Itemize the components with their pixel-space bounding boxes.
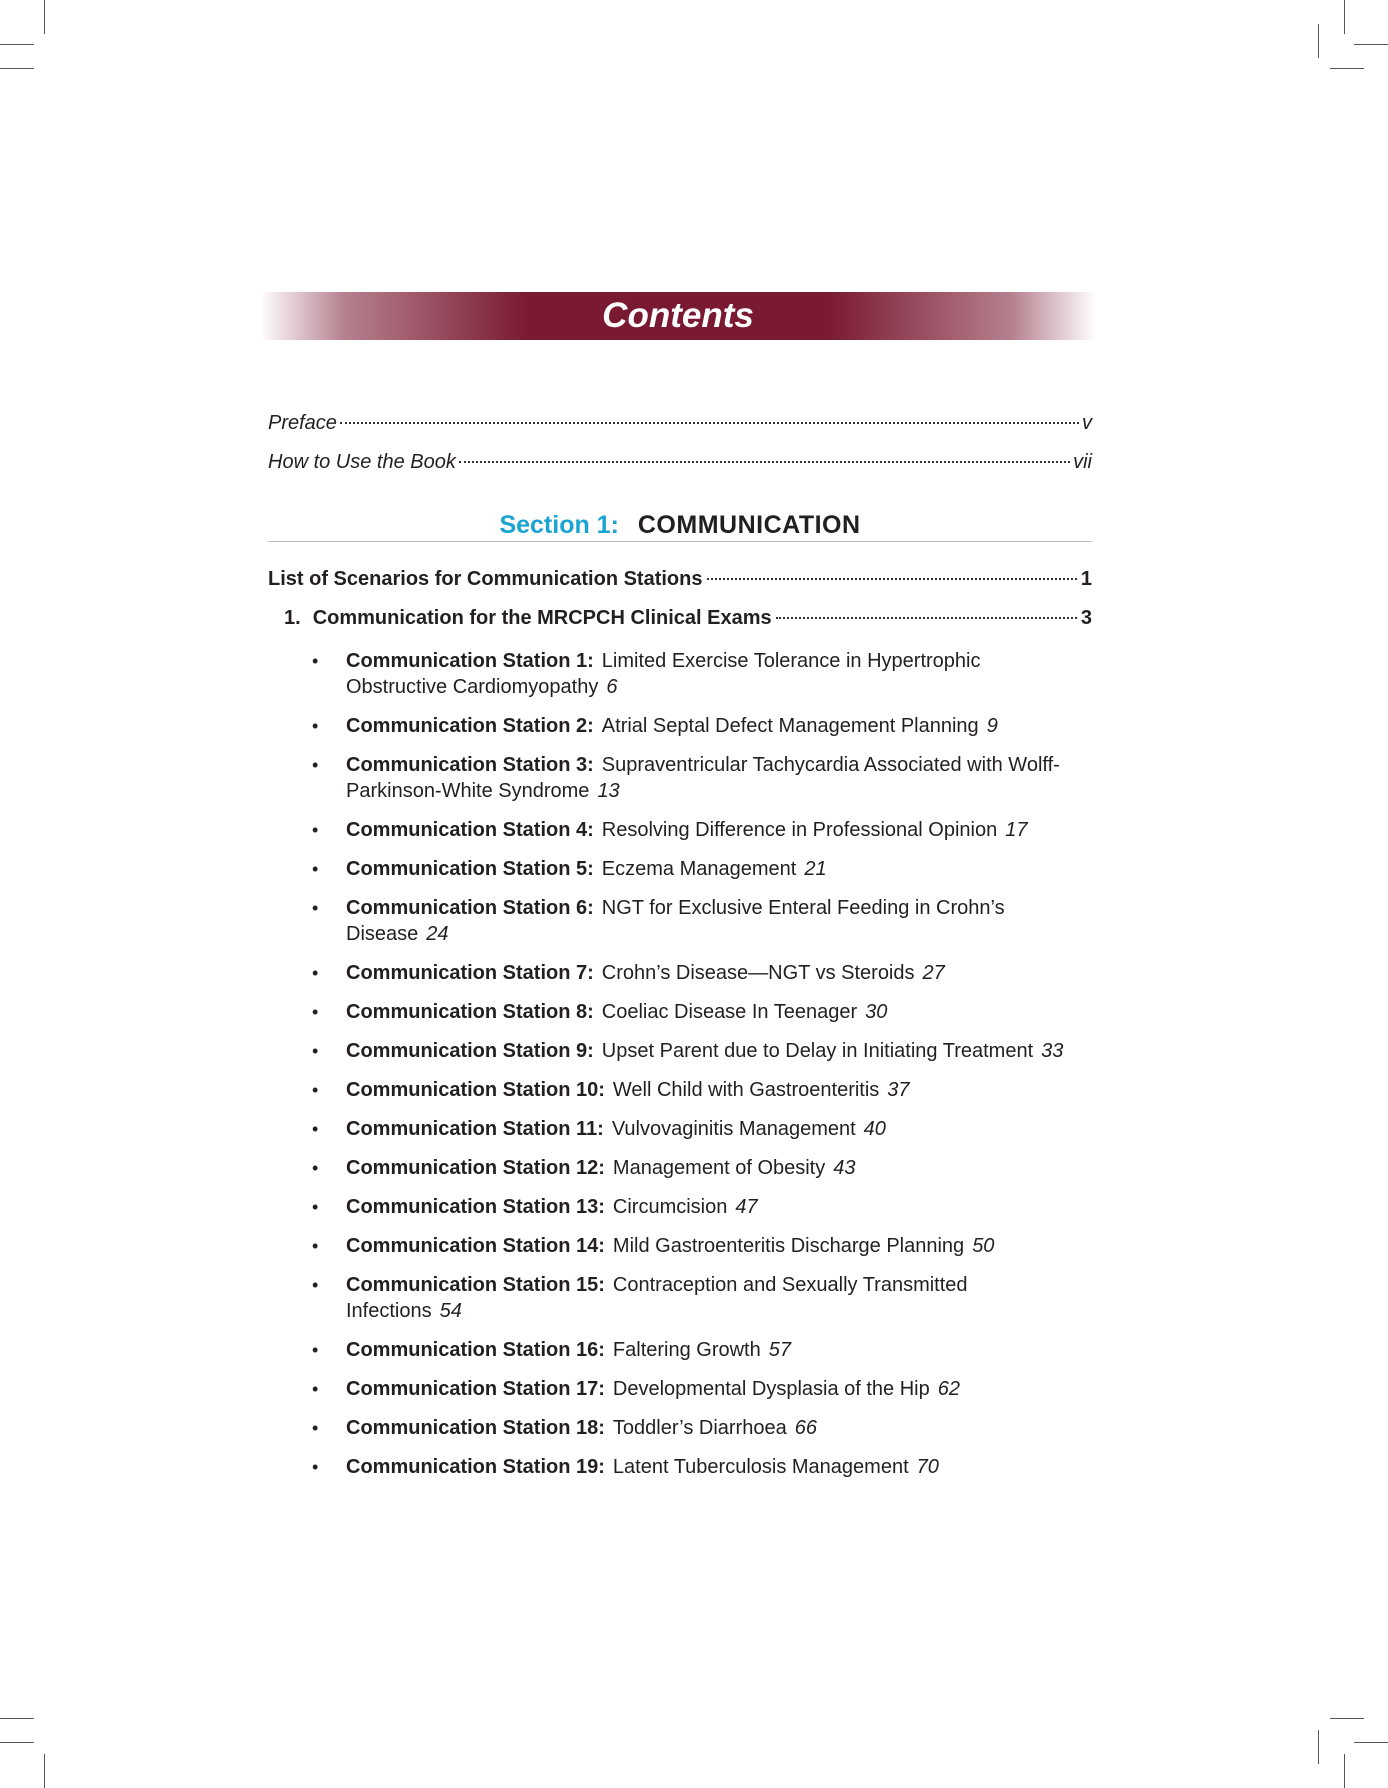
dot-leader — [459, 461, 1070, 463]
station-title: Eczema Management — [601, 858, 797, 880]
list-item[interactable] — [312, 648, 1086, 700]
bullet-icon: • — [312, 1236, 319, 1256]
crop-mark — [0, 68, 34, 69]
list-item[interactable] — [312, 1337, 1086, 1363]
crop-mark — [1318, 24, 1319, 58]
station-label: Communication Station 3: — [346, 754, 594, 776]
station-label: Communication Station 15: — [346, 1274, 605, 1296]
station-label: Communication Station 16: — [346, 1339, 605, 1361]
station-label: Communication Station 18: — [346, 1417, 605, 1439]
bullet-icon: • — [312, 651, 319, 671]
list-item[interactable] — [312, 895, 1086, 947]
crop-mark — [1354, 1742, 1388, 1743]
list-item[interactable] — [312, 1194, 1086, 1220]
station-page: 37 — [887, 1079, 910, 1101]
list-item[interactable] — [312, 1454, 1086, 1480]
station-label: Communication Station 17: — [346, 1378, 605, 1400]
crop-mark — [1330, 68, 1364, 69]
station-page: 13 — [597, 780, 620, 802]
station-page: 33 — [1041, 1040, 1064, 1062]
toc-entry-chapter-1[interactable] — [284, 607, 1092, 635]
station-title: Well Child with Gastroenteritis — [612, 1079, 880, 1101]
bullet-icon: • — [312, 1119, 319, 1139]
bullet-icon: • — [312, 1080, 319, 1100]
section-divider — [268, 541, 1092, 542]
toc-entry-label: List of Scenarios for Communication Stations — [268, 568, 703, 590]
toc-entry-page: 3 — [1080, 607, 1092, 629]
station-title: Management of Obesity — [612, 1157, 826, 1179]
dot-leader — [340, 422, 1079, 424]
station-title: Faltering Growth — [612, 1339, 761, 1361]
station-title: Contraception and Sexually Transmitted Infections — [346, 1274, 968, 1322]
crop-mark — [1330, 1718, 1364, 1719]
list-item[interactable] — [312, 1155, 1086, 1181]
station-title: Developmental Dysplasia of the Hip — [612, 1378, 930, 1400]
crop-mark — [0, 44, 34, 45]
page-title: Contents — [602, 296, 754, 335]
station-page: 66 — [794, 1417, 817, 1439]
station-page: 24 — [426, 923, 449, 945]
station-label: Communication Station 7: — [346, 962, 594, 984]
station-label: Communication Station 13: — [346, 1196, 605, 1218]
list-item[interactable] — [312, 1077, 1086, 1103]
station-title: Crohn’s Disease—NGT vs Steroids — [601, 962, 915, 984]
station-label: Communication Station 14: — [346, 1235, 605, 1257]
bullet-icon: • — [312, 963, 319, 983]
toc-front-entry-preface[interactable] — [268, 412, 1092, 440]
station-label: Communication Station 11: — [346, 1118, 604, 1140]
station-page: 9 — [986, 715, 998, 737]
list-item[interactable] — [312, 856, 1086, 882]
chapter-number: 1. — [284, 607, 301, 629]
station-page: 54 — [439, 1300, 462, 1322]
section-heading — [268, 506, 1092, 544]
dot-leader — [707, 578, 1077, 580]
station-label: Communication Station 10: — [346, 1079, 605, 1101]
station-page: 27 — [922, 962, 945, 984]
crop-mark — [0, 1718, 34, 1719]
bullet-icon: • — [312, 859, 319, 879]
bullet-icon: • — [312, 1379, 319, 1399]
station-label: Communication Station 12: — [346, 1157, 605, 1179]
list-item[interactable] — [312, 1038, 1086, 1064]
toc-entry-label: Communication for the MRCPCH Clinical Exams — [312, 607, 772, 629]
list-item[interactable] — [312, 1272, 1086, 1324]
station-title: Mild Gastroenteritis Discharge Planning — [612, 1235, 965, 1257]
crop-mark — [1318, 1730, 1319, 1764]
station-label: Communication Station 19: — [346, 1456, 605, 1478]
station-page: 6 — [606, 676, 618, 698]
station-title: Circumcision — [612, 1196, 728, 1218]
section-number: Section 1: — [499, 511, 619, 539]
station-title: Atrial Septal Defect Management Planning — [601, 715, 979, 737]
station-title: NGT for Exclusive Enteral Feeding in Crohn’s Disease — [346, 897, 1005, 945]
crop-mark — [1344, 0, 1345, 34]
list-item[interactable] — [312, 999, 1086, 1025]
toc-entry-page: v — [1082, 412, 1092, 434]
station-page: 62 — [937, 1378, 960, 1400]
station-page: 50 — [972, 1235, 995, 1257]
crop-mark — [44, 1754, 45, 1788]
bullet-icon: • — [312, 1418, 319, 1438]
station-title: Toddler’s Diarrhoea — [612, 1417, 787, 1439]
toc-front-entry-how-to-use[interactable] — [268, 451, 1092, 479]
bullet-icon: • — [312, 1158, 319, 1178]
toc-entry-label: How to Use the Book — [268, 451, 456, 473]
crop-mark — [44, 0, 45, 34]
toc-entry-label: Preface — [268, 412, 337, 434]
list-item[interactable] — [312, 1116, 1086, 1142]
bullet-icon: • — [312, 898, 319, 918]
list-item[interactable] — [312, 817, 1086, 843]
station-page: 57 — [768, 1339, 791, 1361]
station-page: 30 — [865, 1001, 888, 1023]
station-label: Communication Station 9: — [346, 1040, 594, 1062]
bullet-icon: • — [312, 1340, 319, 1360]
list-item[interactable] — [312, 1233, 1086, 1259]
list-item[interactable] — [312, 960, 1086, 986]
station-label: Communication Station 5: — [346, 858, 594, 880]
bullet-icon: • — [312, 820, 319, 840]
station-page: 43 — [833, 1157, 856, 1179]
station-label: Communication Station 8: — [346, 1001, 594, 1023]
dot-leader — [776, 617, 1077, 619]
station-label: Communication Station 6: — [346, 897, 594, 919]
bullet-icon: • — [312, 1457, 319, 1477]
crop-mark — [1344, 1754, 1345, 1788]
station-title: Limited Exercise Tolerance in Hypertrophic Obstructive Cardiomyopathy — [346, 650, 981, 698]
station-title: Vulvovaginitis Management — [611, 1118, 856, 1140]
crop-mark — [1354, 44, 1388, 45]
station-page: 21 — [804, 858, 827, 880]
toc-entry-page: vii — [1073, 451, 1092, 473]
station-page: 17 — [1005, 819, 1028, 841]
bullet-icon: • — [312, 1002, 319, 1022]
list-item[interactable] — [312, 752, 1086, 804]
crop-mark — [0, 1742, 34, 1743]
station-title: Upset Parent due to Delay in Initiating Treatment — [601, 1040, 1034, 1062]
station-page: 70 — [916, 1456, 939, 1478]
list-item[interactable] — [312, 1376, 1086, 1402]
station-title: Coeliac Disease In Teenager — [601, 1001, 858, 1023]
station-list — [312, 648, 1092, 1493]
contents-banner — [260, 292, 1096, 340]
bullet-icon: • — [312, 1041, 319, 1061]
toc-entry-list-of-scenarios[interactable] — [268, 568, 1092, 596]
station-label: Communication Station 1: — [346, 650, 594, 672]
bullet-icon: • — [312, 1275, 319, 1295]
bullet-icon: • — [312, 716, 319, 736]
station-page: 47 — [735, 1196, 758, 1218]
list-item[interactable] — [312, 1415, 1086, 1441]
bullet-icon: • — [312, 1197, 319, 1217]
station-page: 40 — [863, 1118, 886, 1140]
toc-entry-page: 1 — [1080, 568, 1092, 590]
section-title: COMMUNICATION — [637, 511, 861, 539]
bullet-icon: • — [312, 755, 319, 775]
station-label: Communication Station 2: — [346, 715, 594, 737]
station-title: Latent Tuberculosis Management — [612, 1456, 909, 1478]
station-title: Resolving Difference in Professional Opinion — [601, 819, 998, 841]
station-title: Supraventricular Tachycardia Associated with Wolff-Parkinson-White Syndrome — [346, 754, 1060, 802]
list-item[interactable] — [312, 713, 1086, 739]
station-label: Communication Station 4: — [346, 819, 594, 841]
